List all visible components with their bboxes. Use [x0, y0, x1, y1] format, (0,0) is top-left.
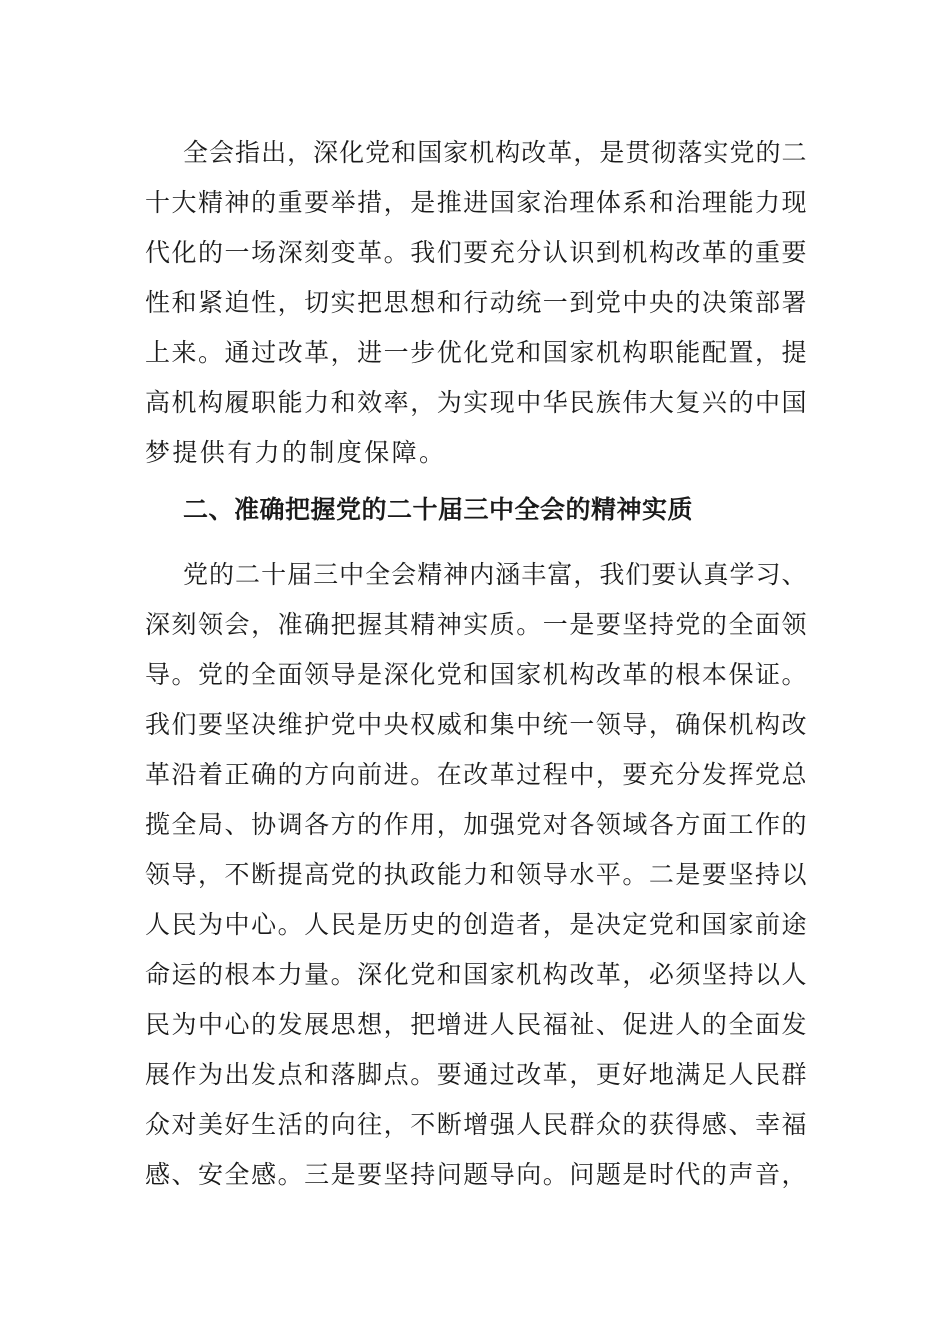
section-heading: 二、准确把握党的二十届三中全会的精神实质	[183, 495, 694, 524]
paragraph-line: 民为中心的发展思想，把增进人民福祉、促进人的全面发	[145, 1010, 807, 1039]
paragraph-line: 上来。通过改革，进一步优化党和国家机构职能配置，提	[145, 338, 807, 367]
paragraph-spirit	[145, 550, 807, 1200]
paragraph-line: 高机构履职能力和效率，为实现中华民族伟大复兴的中国	[145, 388, 807, 417]
paragraph-line: 党的二十届三中全会精神内涵丰富，我们要认真学习、	[183, 560, 807, 589]
paragraph-line: 十大精神的重要举措，是推进国家治理体系和治理能力现	[145, 188, 807, 217]
paragraph-conclusion	[145, 128, 807, 478]
paragraph-line: 我们要坚决维护党中央权威和集中统一领导，确保机构改	[145, 710, 807, 739]
paragraph-line: 深刻领会，准确把握其精神实质。一是要坚持党的全面领	[145, 610, 807, 639]
paragraph-line: 揽全局、协调各方的作用，加强党对各领域各方面工作的	[145, 810, 807, 839]
paragraph-line: 命运的根本力量。深化党和国家机构改革，必须坚持以人	[145, 960, 807, 989]
paragraph-line: 导。党的全面领导是深化党和国家机构改革的根本保证。	[145, 660, 807, 689]
paragraph-line: 感、安全感。三是要坚持问题导向。问题是时代的声音，	[145, 1160, 807, 1189]
paragraph-line: 展作为出发点和落脚点。要通过改革，更好地满足人民群	[145, 1060, 807, 1089]
paragraph-line: 众对美好生活的向往，不断增强人民群众的获得感、幸福	[145, 1110, 807, 1139]
paragraph-line: 全会指出，深化党和国家机构改革，是贯彻落实党的二	[183, 138, 807, 167]
paragraph-line: 性和紧迫性，切实把思想和行动统一到党中央的决策部署	[145, 288, 807, 317]
paragraph-line: 革沿着正确的方向前进。在改革过程中，要充分发挥党总	[145, 760, 807, 789]
paragraph-line: 梦提供有力的制度保障。	[145, 438, 447, 467]
paragraph-line: 人民为中心。人民是历史的创造者，是决定党和国家前途	[145, 910, 807, 939]
paragraph-line: 领导，不断提高党的执政能力和领导水平。二是要坚持以	[145, 860, 807, 889]
paragraph-line: 代化的一场深刻变革。我们要充分认识到机构改革的重要	[145, 238, 807, 267]
